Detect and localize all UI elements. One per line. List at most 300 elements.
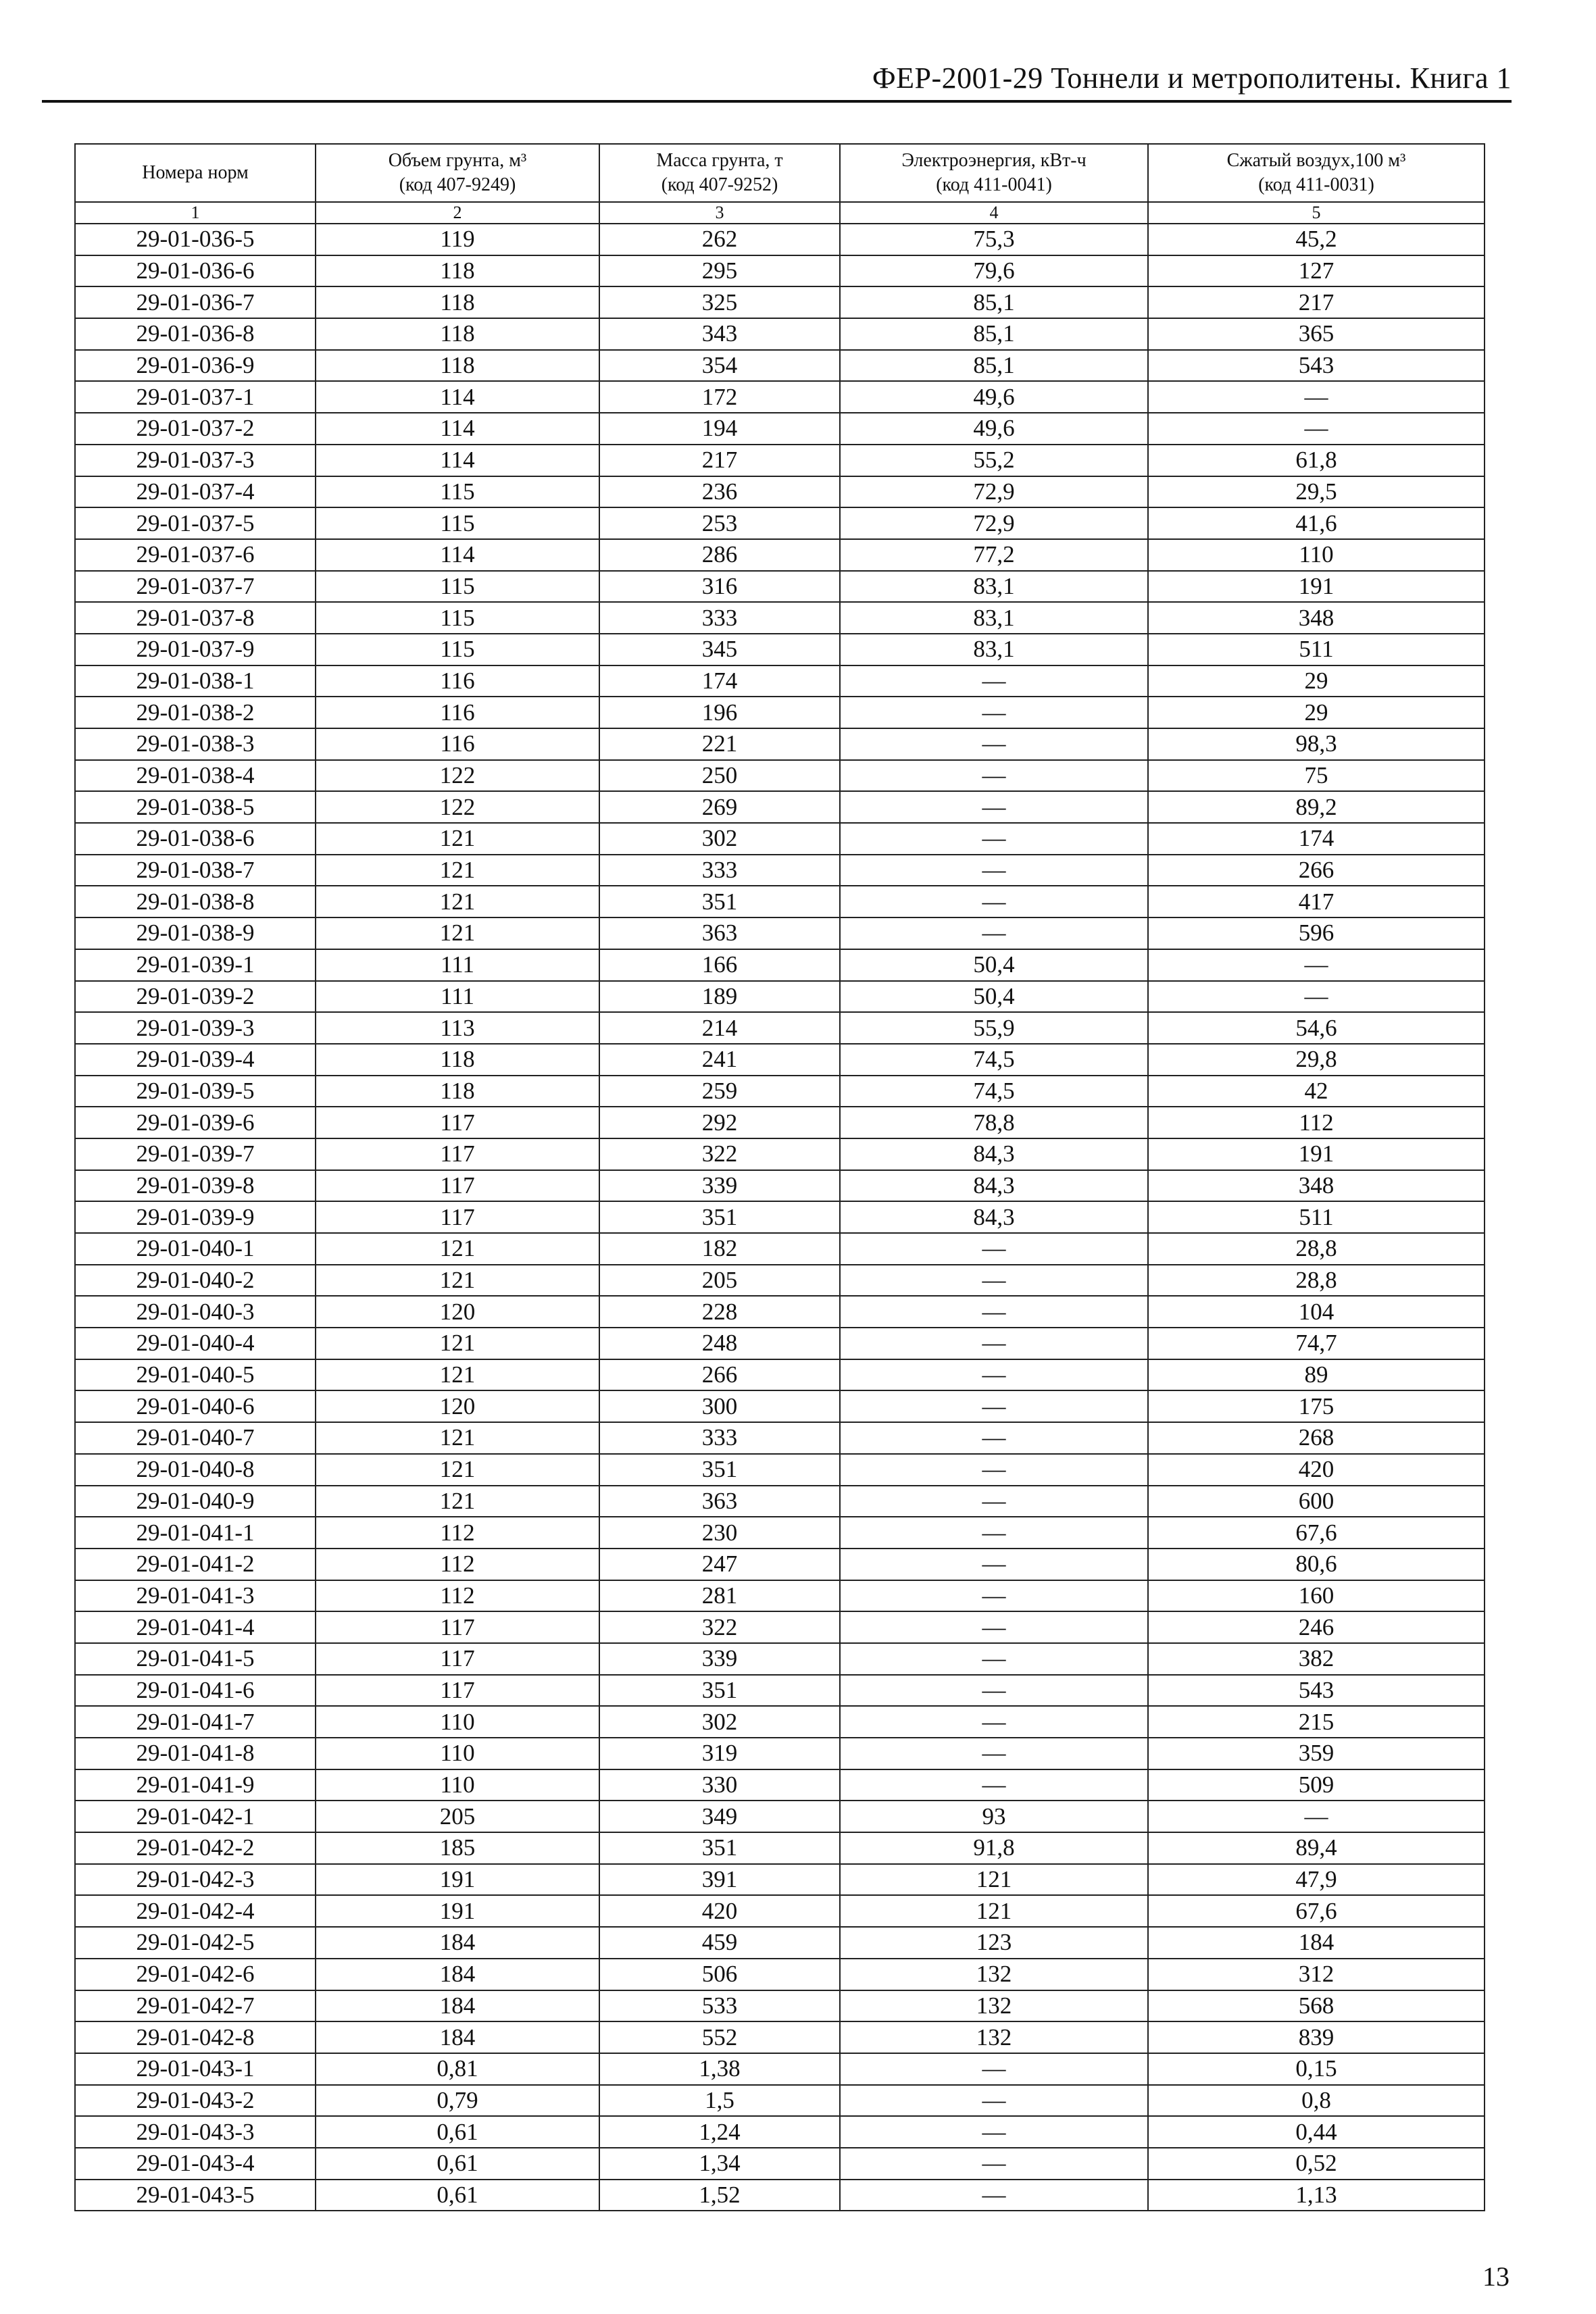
table-row [75, 1359, 1485, 1391]
table-row [75, 1328, 1485, 1359]
table-row [75, 1517, 1485, 1549]
electricity-cell: — [840, 760, 1148, 792]
norm-number-cell: 29-01-036-9 [75, 350, 316, 382]
norm-number-cell: 29-01-043-1 [75, 2053, 316, 2085]
soil-volume-cell: 118 [316, 1044, 599, 1076]
electricity-cell: — [840, 2085, 1148, 2117]
norm-number-cell: 29-01-042-8 [75, 2021, 316, 2053]
electricity-cell: — [840, 917, 1148, 949]
norm-number-cell: 29-01-039-6 [75, 1107, 316, 1138]
electricity-cell: — [840, 823, 1148, 855]
column-header-code: (код 407-9252) [661, 174, 778, 195]
norm-number-cell: 29-01-040-2 [75, 1265, 316, 1297]
soil-mass-cell: 230 [599, 1517, 840, 1549]
norm-number-cell: 29-01-037-7 [75, 571, 316, 603]
soil-volume-cell: 110 [316, 1706, 599, 1738]
soil-mass-cell: 172 [599, 381, 840, 413]
soil-volume-cell: 121 [316, 1454, 599, 1486]
soil-mass-cell: 333 [599, 1422, 840, 1454]
norm-number-cell: 29-01-038-9 [75, 917, 316, 949]
norm-number-cell: 29-01-043-3 [75, 2116, 316, 2148]
soil-mass-cell: 253 [599, 507, 840, 539]
compressed-air-cell: 312 [1148, 1959, 1485, 1990]
norm-number-cell: 29-01-039-4 [75, 1044, 316, 1076]
electricity-cell: — [840, 2148, 1148, 2180]
table-row [75, 445, 1485, 476]
table-row [75, 1864, 1485, 1896]
norm-number-cell: 29-01-037-2 [75, 413, 316, 445]
compressed-air-cell: 348 [1148, 1170, 1485, 1202]
compressed-air-cell: 41,6 [1148, 507, 1485, 539]
electricity-cell: 78,8 [840, 1107, 1148, 1138]
electricity-cell: — [840, 1390, 1148, 1422]
compressed-air-cell: 47,9 [1148, 1864, 1485, 1896]
norm-number-cell: 29-01-037-6 [75, 539, 316, 571]
soil-volume-cell: 0,61 [316, 2180, 599, 2211]
table-row [75, 381, 1485, 413]
electricity-cell: 75,3 [840, 224, 1148, 255]
table-row [75, 2021, 1485, 2053]
soil-volume-cell: 117 [316, 1201, 599, 1233]
soil-volume-cell: 115 [316, 571, 599, 603]
table-row [75, 665, 1485, 697]
norm-number-cell: 29-01-038-2 [75, 697, 316, 728]
compressed-air-cell: 127 [1148, 255, 1485, 287]
norm-number-cell: 29-01-038-8 [75, 886, 316, 917]
column-header [840, 144, 1148, 202]
soil-mass-cell: 166 [599, 949, 840, 981]
column-header-label: Объем грунта, м³ [388, 150, 527, 171]
soil-mass-cell: 194 [599, 413, 840, 445]
electricity-cell: 84,3 [840, 1170, 1148, 1202]
soil-mass-cell: 205 [599, 1265, 840, 1297]
norm-number-cell: 29-01-040-4 [75, 1328, 316, 1359]
soil-volume-cell: 121 [316, 855, 599, 886]
norm-number-cell: 29-01-042-5 [75, 1927, 316, 1959]
compressed-air-cell: 568 [1148, 1990, 1485, 2022]
soil-mass-cell: 1,24 [599, 2116, 840, 2148]
table-row [75, 823, 1485, 855]
compressed-air-cell: 0,52 [1148, 2148, 1485, 2180]
soil-volume-cell: 121 [316, 1422, 599, 1454]
table-row [75, 476, 1485, 508]
soil-volume-cell: 111 [316, 981, 599, 1013]
soil-mass-cell: 248 [599, 1328, 840, 1359]
electricity-cell: 74,5 [840, 1044, 1148, 1076]
norm-number-cell: 29-01-040-6 [75, 1390, 316, 1422]
compressed-air-cell: 98,3 [1148, 728, 1485, 760]
norms-table-container [74, 143, 1484, 2211]
compressed-air-cell: 359 [1148, 1738, 1485, 1769]
soil-volume-cell: 114 [316, 445, 599, 476]
column-number: 5 [1148, 202, 1485, 224]
norm-number-cell: 29-01-041-5 [75, 1643, 316, 1675]
table-row [75, 1832, 1485, 1864]
soil-mass-cell: 1,38 [599, 2053, 840, 2085]
soil-volume-cell: 121 [316, 1486, 599, 1517]
electricity-cell: 121 [840, 1864, 1148, 1896]
table-row [75, 949, 1485, 981]
soil-volume-cell: 111 [316, 949, 599, 981]
table-row [75, 2148, 1485, 2180]
electricity-cell: — [840, 728, 1148, 760]
compressed-air-cell: 61,8 [1148, 445, 1485, 476]
electricity-cell: 72,9 [840, 507, 1148, 539]
electricity-cell: 77,2 [840, 539, 1148, 571]
soil-mass-cell: 322 [599, 1611, 840, 1643]
electricity-cell: — [840, 1738, 1148, 1769]
soil-mass-cell: 325 [599, 286, 840, 318]
soil-volume-cell: 110 [316, 1738, 599, 1769]
electricity-cell: 50,4 [840, 949, 1148, 981]
electricity-cell: 55,2 [840, 445, 1148, 476]
soil-mass-cell: 1,5 [599, 2085, 840, 2117]
compressed-air-cell: 511 [1148, 1201, 1485, 1233]
compressed-air-cell: 67,6 [1148, 1895, 1485, 1927]
norm-number-cell: 29-01-039-3 [75, 1012, 316, 1044]
soil-mass-cell: 300 [599, 1390, 840, 1422]
table-row [75, 791, 1485, 823]
electricity-cell: 121 [840, 1895, 1148, 1927]
soil-volume-cell: 114 [316, 539, 599, 571]
compressed-air-cell: 417 [1148, 886, 1485, 917]
table-row [75, 1675, 1485, 1707]
soil-volume-cell: 115 [316, 634, 599, 665]
soil-volume-cell: 121 [316, 1359, 599, 1391]
soil-volume-cell: 117 [316, 1107, 599, 1138]
soil-volume-cell: 115 [316, 476, 599, 508]
electricity-cell: — [840, 697, 1148, 728]
soil-mass-cell: 339 [599, 1643, 840, 1675]
compressed-air-cell: 29 [1148, 665, 1485, 697]
soil-mass-cell: 259 [599, 1076, 840, 1107]
soil-mass-cell: 1,52 [599, 2180, 840, 2211]
electricity-cell: 85,1 [840, 318, 1148, 350]
norm-number-cell: 29-01-038-4 [75, 760, 316, 792]
soil-volume-cell: 112 [316, 1549, 599, 1580]
table-row [75, 1895, 1485, 1927]
soil-volume-cell: 184 [316, 2021, 599, 2053]
norm-number-cell: 29-01-037-5 [75, 507, 316, 539]
soil-volume-cell: 118 [316, 286, 599, 318]
norm-number-cell: 29-01-036-7 [75, 286, 316, 318]
column-number: 1 [75, 202, 316, 224]
soil-mass-cell: 363 [599, 917, 840, 949]
table-row [75, 1454, 1485, 1486]
electricity-cell: 83,1 [840, 634, 1148, 665]
column-header-code: (код 407-9249) [399, 174, 516, 195]
soil-mass-cell: 266 [599, 1359, 840, 1391]
soil-volume-cell: 184 [316, 1959, 599, 1990]
electricity-cell: 132 [840, 2021, 1148, 2053]
soil-mass-cell: 247 [599, 1549, 840, 1580]
compressed-air-cell: 543 [1148, 1675, 1485, 1707]
soil-mass-cell: 262 [599, 224, 840, 255]
table-row [75, 1927, 1485, 1959]
norm-number-cell: 29-01-040-3 [75, 1296, 316, 1328]
soil-volume-cell: 116 [316, 665, 599, 697]
norm-number-cell: 29-01-041-1 [75, 1517, 316, 1549]
compressed-air-cell: — [1148, 381, 1485, 413]
soil-mass-cell: 214 [599, 1012, 840, 1044]
norm-number-cell: 29-01-043-4 [75, 2148, 316, 2180]
soil-mass-cell: 351 [599, 1675, 840, 1707]
compressed-air-cell: 42 [1148, 1076, 1485, 1107]
electricity-cell: 84,3 [840, 1201, 1148, 1233]
norm-number-cell: 29-01-038-7 [75, 855, 316, 886]
table-row [75, 1422, 1485, 1454]
soil-mass-cell: 281 [599, 1580, 840, 1612]
compressed-air-cell: 0,8 [1148, 2085, 1485, 2117]
norm-number-cell: 29-01-041-8 [75, 1738, 316, 1769]
soil-volume-cell: 184 [316, 1927, 599, 1959]
soil-mass-cell: 552 [599, 2021, 840, 2053]
table-row [75, 571, 1485, 603]
soil-volume-cell: 118 [316, 255, 599, 287]
compressed-air-cell: 511 [1148, 634, 1485, 665]
soil-volume-cell: 117 [316, 1611, 599, 1643]
table-row [75, 1706, 1485, 1738]
compressed-air-cell: 54,6 [1148, 1012, 1485, 1044]
table-row [75, 1265, 1485, 1297]
column-header [316, 144, 599, 202]
norm-number-cell: 29-01-040-9 [75, 1486, 316, 1517]
norm-number-cell: 29-01-040-5 [75, 1359, 316, 1391]
electricity-cell: — [840, 665, 1148, 697]
norm-number-cell: 29-01-041-9 [75, 1769, 316, 1801]
soil-volume-cell: 119 [316, 224, 599, 255]
soil-mass-cell: 174 [599, 665, 840, 697]
column-number: 3 [599, 202, 840, 224]
electricity-cell: 79,6 [840, 255, 1148, 287]
compressed-air-cell: 110 [1148, 539, 1485, 571]
compressed-air-cell: 28,8 [1148, 1233, 1485, 1265]
soil-mass-cell: 349 [599, 1801, 840, 1832]
norm-number-cell: 29-01-042-3 [75, 1864, 316, 1896]
electricity-cell: 132 [840, 1959, 1148, 1990]
table-row [75, 318, 1485, 350]
norm-number-cell: 29-01-040-1 [75, 1233, 316, 1265]
table-row [75, 1296, 1485, 1328]
soil-volume-cell: 121 [316, 1265, 599, 1297]
compressed-air-cell: 29,8 [1148, 1044, 1485, 1076]
compressed-air-cell: 420 [1148, 1454, 1485, 1486]
table-row [75, 350, 1485, 382]
table-row [75, 2053, 1485, 2085]
norm-number-cell: 29-01-042-1 [75, 1801, 316, 1832]
norm-number-cell: 29-01-037-4 [75, 476, 316, 508]
electricity-cell: 74,5 [840, 1076, 1148, 1107]
compressed-air-cell: 543 [1148, 350, 1485, 382]
table-row [75, 1170, 1485, 1202]
soil-mass-cell: 319 [599, 1738, 840, 1769]
electricity-cell: — [840, 1580, 1148, 1612]
soil-mass-cell: 221 [599, 728, 840, 760]
table-row [75, 1580, 1485, 1612]
compressed-air-cell: 174 [1148, 823, 1485, 855]
column-number: 4 [840, 202, 1148, 224]
soil-volume-cell: 0,61 [316, 2148, 599, 2180]
compressed-air-cell: 104 [1148, 1296, 1485, 1328]
norm-number-cell: 29-01-037-8 [75, 602, 316, 634]
table-row [75, 1233, 1485, 1265]
compressed-air-cell: 175 [1148, 1390, 1485, 1422]
table-row [75, 1012, 1485, 1044]
soil-volume-cell: 113 [316, 1012, 599, 1044]
column-number: 2 [316, 202, 599, 224]
norm-number-cell: 29-01-039-1 [75, 949, 316, 981]
table-row [75, 1201, 1485, 1233]
soil-mass-cell: 351 [599, 886, 840, 917]
compressed-air-cell: 89 [1148, 1359, 1485, 1391]
norm-number-cell: 29-01-040-7 [75, 1422, 316, 1454]
table-row [75, 1990, 1485, 2022]
soil-mass-cell: 354 [599, 350, 840, 382]
soil-volume-cell: 117 [316, 1675, 599, 1707]
soil-mass-cell: 228 [599, 1296, 840, 1328]
compressed-air-cell: — [1148, 413, 1485, 445]
table-row [75, 1738, 1485, 1769]
electricity-cell: 132 [840, 1990, 1148, 2022]
table-row [75, 1801, 1485, 1832]
soil-mass-cell: 196 [599, 697, 840, 728]
electricity-cell: — [840, 1233, 1148, 1265]
column-header [75, 144, 316, 202]
soil-mass-cell: 316 [599, 571, 840, 603]
norm-number-cell: 29-01-036-8 [75, 318, 316, 350]
electricity-cell: 83,1 [840, 602, 1148, 634]
column-header-label: Электроэнергия, кВт-ч [901, 150, 1087, 171]
soil-volume-cell: 0,79 [316, 2085, 599, 2117]
norm-number-cell: 29-01-043-5 [75, 2180, 316, 2211]
soil-volume-cell: 118 [316, 318, 599, 350]
norm-number-cell: 29-01-039-7 [75, 1138, 316, 1170]
soil-mass-cell: 269 [599, 791, 840, 823]
electricity-cell: — [840, 1549, 1148, 1580]
soil-mass-cell: 459 [599, 1927, 840, 1959]
table-row [75, 2180, 1485, 2211]
norm-number-cell: 29-01-041-3 [75, 1580, 316, 1612]
soil-volume-cell: 0,61 [316, 2116, 599, 2148]
electricity-cell: — [840, 1486, 1148, 1517]
soil-volume-cell: 118 [316, 350, 599, 382]
soil-mass-cell: 343 [599, 318, 840, 350]
soil-volume-cell: 122 [316, 760, 599, 792]
soil-volume-cell: 115 [316, 602, 599, 634]
soil-volume-cell: 116 [316, 728, 599, 760]
soil-mass-cell: 339 [599, 1170, 840, 1202]
soil-volume-cell: 112 [316, 1517, 599, 1549]
table-row [75, 886, 1485, 917]
electricity-cell: — [840, 1422, 1148, 1454]
compressed-air-cell: — [1148, 949, 1485, 981]
soil-mass-cell: 533 [599, 1990, 840, 2022]
soil-volume-cell: 122 [316, 791, 599, 823]
compressed-air-cell: 29 [1148, 697, 1485, 728]
soil-volume-cell: 117 [316, 1170, 599, 1202]
soil-volume-cell: 121 [316, 823, 599, 855]
compressed-air-cell: 0,44 [1148, 2116, 1485, 2148]
soil-volume-cell: 117 [316, 1643, 599, 1675]
compressed-air-cell: — [1148, 1801, 1485, 1832]
electricity-cell: 93 [840, 1801, 1148, 1832]
table-row [75, 728, 1485, 760]
electricity-cell: — [840, 1675, 1148, 1707]
compressed-air-cell: 600 [1148, 1486, 1485, 1517]
soil-volume-cell: 114 [316, 381, 599, 413]
soil-mass-cell: 333 [599, 602, 840, 634]
table-row [75, 1044, 1485, 1076]
electricity-cell: 72,9 [840, 476, 1148, 508]
table-row [75, 1611, 1485, 1643]
soil-mass-cell: 351 [599, 1832, 840, 1864]
norm-number-cell: 29-01-041-7 [75, 1706, 316, 1738]
norm-number-cell: 29-01-036-6 [75, 255, 316, 287]
electricity-cell: — [840, 2180, 1148, 2211]
soil-mass-cell: 322 [599, 1138, 840, 1170]
electricity-cell: — [840, 1265, 1148, 1297]
compressed-air-cell: 839 [1148, 2021, 1485, 2053]
electricity-cell: — [840, 886, 1148, 917]
table-row [75, 1643, 1485, 1675]
soil-volume-cell: 121 [316, 917, 599, 949]
soil-mass-cell: 236 [599, 476, 840, 508]
soil-mass-cell: 241 [599, 1044, 840, 1076]
table-row [75, 255, 1485, 287]
soil-volume-cell: 121 [316, 886, 599, 917]
page-number: 13 [1482, 2261, 1510, 2292]
norm-number-cell: 29-01-039-5 [75, 1076, 316, 1107]
header-divider [42, 100, 1512, 103]
table-row [75, 1549, 1485, 1580]
electricity-cell: — [840, 1296, 1148, 1328]
table-row [75, 2085, 1485, 2117]
norm-number-cell: 29-01-042-7 [75, 1990, 316, 2022]
table-row [75, 917, 1485, 949]
norm-number-cell: 29-01-039-8 [75, 1170, 316, 1202]
soil-volume-cell: 118 [316, 1076, 599, 1107]
soil-mass-cell: 286 [599, 539, 840, 571]
soil-volume-cell: 0,81 [316, 2053, 599, 2085]
soil-volume-cell: 110 [316, 1769, 599, 1801]
soil-mass-cell: 302 [599, 1706, 840, 1738]
column-header-code: (код 411-0041) [936, 174, 1052, 195]
soil-mass-cell: 1,34 [599, 2148, 840, 2180]
compressed-air-cell: 160 [1148, 1580, 1485, 1612]
electricity-cell: 49,6 [840, 381, 1148, 413]
soil-mass-cell: 292 [599, 1107, 840, 1138]
norm-number-cell: 29-01-038-1 [75, 665, 316, 697]
soil-volume-cell: 184 [316, 1990, 599, 2022]
soil-mass-cell: 391 [599, 1864, 840, 1896]
soil-mass-cell: 295 [599, 255, 840, 287]
soil-volume-cell: 191 [316, 1864, 599, 1896]
electricity-cell: 84,3 [840, 1138, 1148, 1170]
compressed-air-cell: 112 [1148, 1107, 1485, 1138]
compressed-air-cell: 1,13 [1148, 2180, 1485, 2211]
compressed-air-cell: — [1148, 981, 1485, 1013]
soil-volume-cell: 112 [316, 1580, 599, 1612]
electricity-cell: — [840, 855, 1148, 886]
table-row [75, 1769, 1485, 1801]
compressed-air-cell: 45,2 [1148, 224, 1485, 255]
column-header-label: Номера норм [142, 162, 249, 183]
electricity-cell: — [840, 2116, 1148, 2148]
compressed-air-cell: 191 [1148, 1138, 1485, 1170]
compressed-air-cell: 0,15 [1148, 2053, 1485, 2085]
compressed-air-cell: 89,2 [1148, 791, 1485, 823]
column-number-row [75, 202, 1485, 224]
